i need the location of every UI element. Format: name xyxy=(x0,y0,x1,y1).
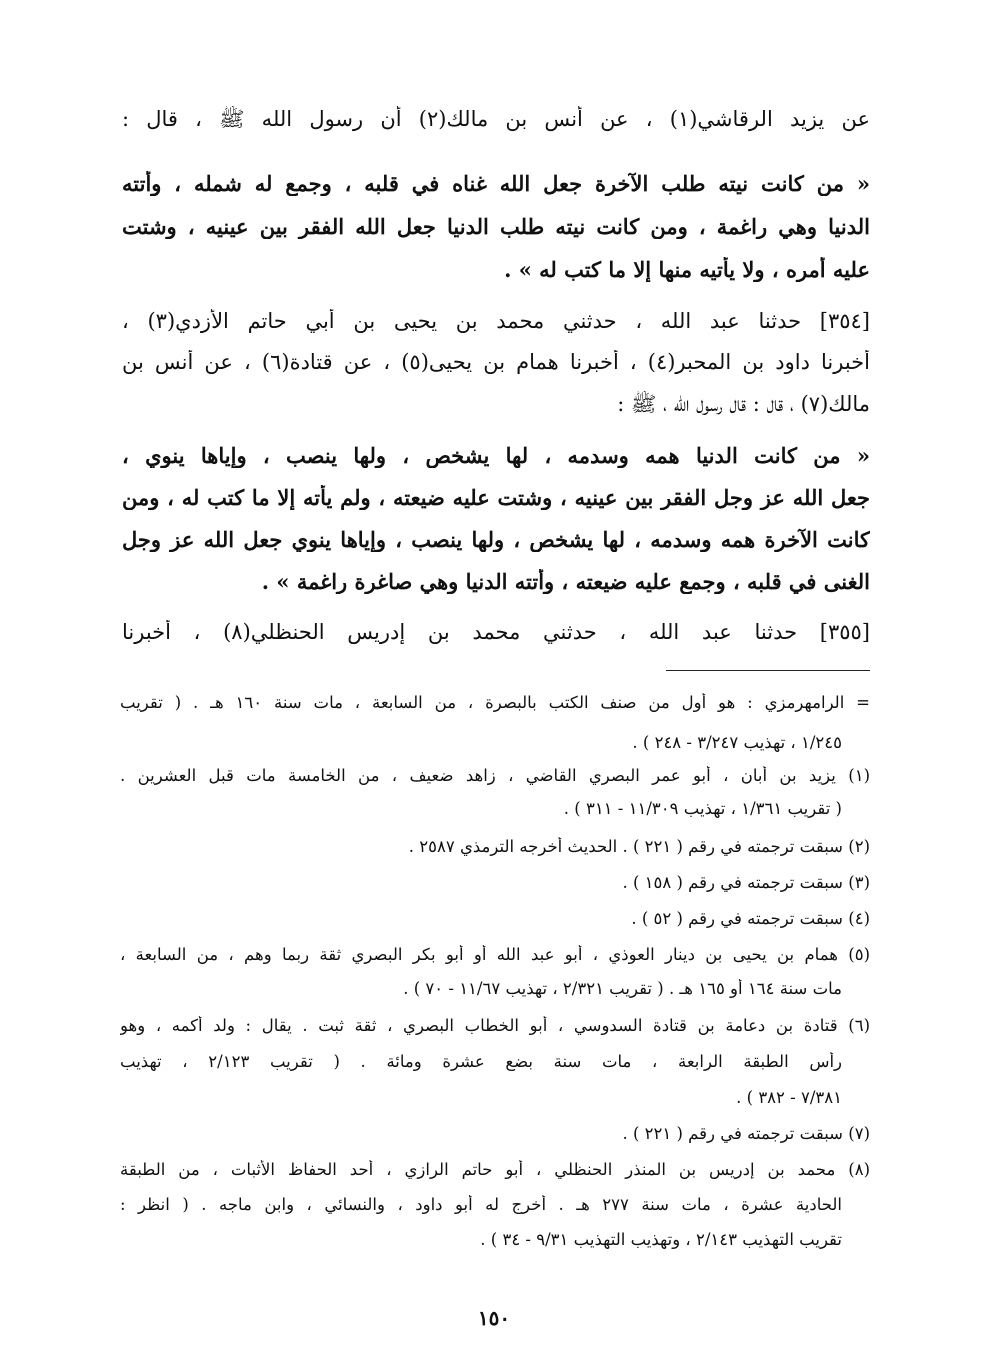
footnote-line: الحادية عشرة ، مات سنة ٢٧٧ هـ . أخرج له أبو داود ، والنسائي ، وابن ماجه . ( انظر : xyxy=(120,1195,842,1214)
footnote-line: (٨) محمد بن إدريس بن المنذر الحنظلي ، أبو حاتم الرازي ، أحد الحفاظ الأثبات ، من الطبقة xyxy=(120,1160,870,1179)
footnote-separator xyxy=(666,670,870,671)
hadith-text-line: « من كانت الدنيا همه وسدمه ، لها يشخص ، ولها ينصب ، وإياها ينوي ، xyxy=(122,443,870,468)
main-text-line: [٣٥٥] حدثنا عبد الله ، حدثني محمد بن إدريس الحنظلي(٨) ، أخبرنا xyxy=(122,620,870,644)
hadith-text-line: الدنيا وهي راغمة ، ومن كانت نيته طلب الدنيا جعل الله الفقر بين عينيه ، وشتت xyxy=(122,214,870,239)
footnote-line: ١/٢٤٥ ، تهذيب ٣/٢٤٧ - ٢٤٨ ) . xyxy=(632,733,842,752)
footnote-line: ( تقريب ١/٣٦١ ، تهذيب ١١/٣٠٩ - ٣١١ ) . xyxy=(563,799,842,818)
hadith-text-line: الغنى في قلبه ، وجمع عليه ضيعته ، وأتته الدنيا وهي صاغرة راغمة » . xyxy=(261,569,870,594)
footnote-line: مات سنة ١٦٤ أو ١٦٥ هـ . ( تقريب ٢/٣٢١ ، تهذيب ١١/٦٧ - ٧٠ ) . xyxy=(403,979,842,998)
page-number: ١٥٠ xyxy=(477,1306,511,1330)
footnote-line: (٢) سبقت ترجمته في رقم ( ٢٢١ ) . الحديث أخرجه الترمذي ٢٥٨٧ . xyxy=(408,837,870,856)
main-text-line: [٣٥٤] حدثنا عبد الله ، حدثني محمد بن يحيى بن أبي حاتم الأزدي(٣) ، xyxy=(122,309,870,333)
main-text-line: عن يزيد الرقاشي(١) ، عن أنس بن مالك(٢) أن رسول الله ﷺ ، قال : xyxy=(122,107,870,131)
main-text-line: مالك(٧) ، قال : قال رسول الله ، ﷺ : xyxy=(617,392,870,416)
main-text-line: أخبرنا داود بن المحبر(٤) ، أخبرنا همام بن يحيى(٥) ، عن قتادة(٦) ، عن أنس بن xyxy=(122,350,870,374)
hadith-text-line: جعل الله عز وجل الفقر بين عينيه ، وشتت عليه ضيعته ، ولم يأته إلا ما كتب له ، ومن xyxy=(122,485,870,510)
footnote-line: ٧/٣٨١ - ٣٨٢ ) . xyxy=(736,1088,842,1107)
footnote-line: (١) يزيد بن أبان ، أبو عمر البصري القاضي ، زاهد ضعيف ، من الخامسة مات قبل العشرين . xyxy=(120,766,870,785)
footnote-line: (٣) سبقت ترجمته في رقم ( ١٥٨ ) . xyxy=(622,873,870,892)
footnote-line: (٧) سبقت ترجمته في رقم ( ٢٢١ ) . xyxy=(622,1124,870,1143)
hadith-text-line: « من كانت نيته طلب الآخرة جعل الله غناه في قلبه ، وجمع له شمله ، وأتته xyxy=(122,171,870,196)
footnote-line: (٥) همام بن يحيى بن دينار العوذي ، أبو عبد الله أو أبو بكر البصري ثقة ربما وهم ، من السابعة ، xyxy=(120,945,870,964)
footnote-line: = الرامهرمزي : هو أول من صنف الكتب بالبصرة ، من السابعة ، مات سنة ١٦٠ هـ . ( تقريب xyxy=(120,693,870,712)
footnote-line: (٦) قتادة بن دعامة بن قتادة السدوسي ، أبو الخطاب البصري ، ثقة ثبت . يقال : ولد أكمه ، وهو xyxy=(120,1016,870,1035)
footnote-line: رأس الطبقة الرابعة ، مات سنة بضع عشرة ومائة . ( تقريب ٢/١٢٣ ، تهذيب xyxy=(120,1052,842,1071)
footnote-line: تقريب التهذيب ٢/١٤٣ ، وتهذيب التهذيب ٩/٣١ - ٣٤ ) . xyxy=(480,1230,842,1249)
hadith-text-line: عليه أمره ، ولا يأتيه منها إلا ما كتب له » . xyxy=(504,257,870,282)
footnote-line: (٤) سبقت ترجمته في رقم ( ٥٢ ) . xyxy=(631,909,870,928)
hadith-text-line: كانت الآخرة همه وسدمه ، لها يشخص ، ولها ينصب ، وإياها ينوي جعل الله عز وجل xyxy=(122,527,870,552)
